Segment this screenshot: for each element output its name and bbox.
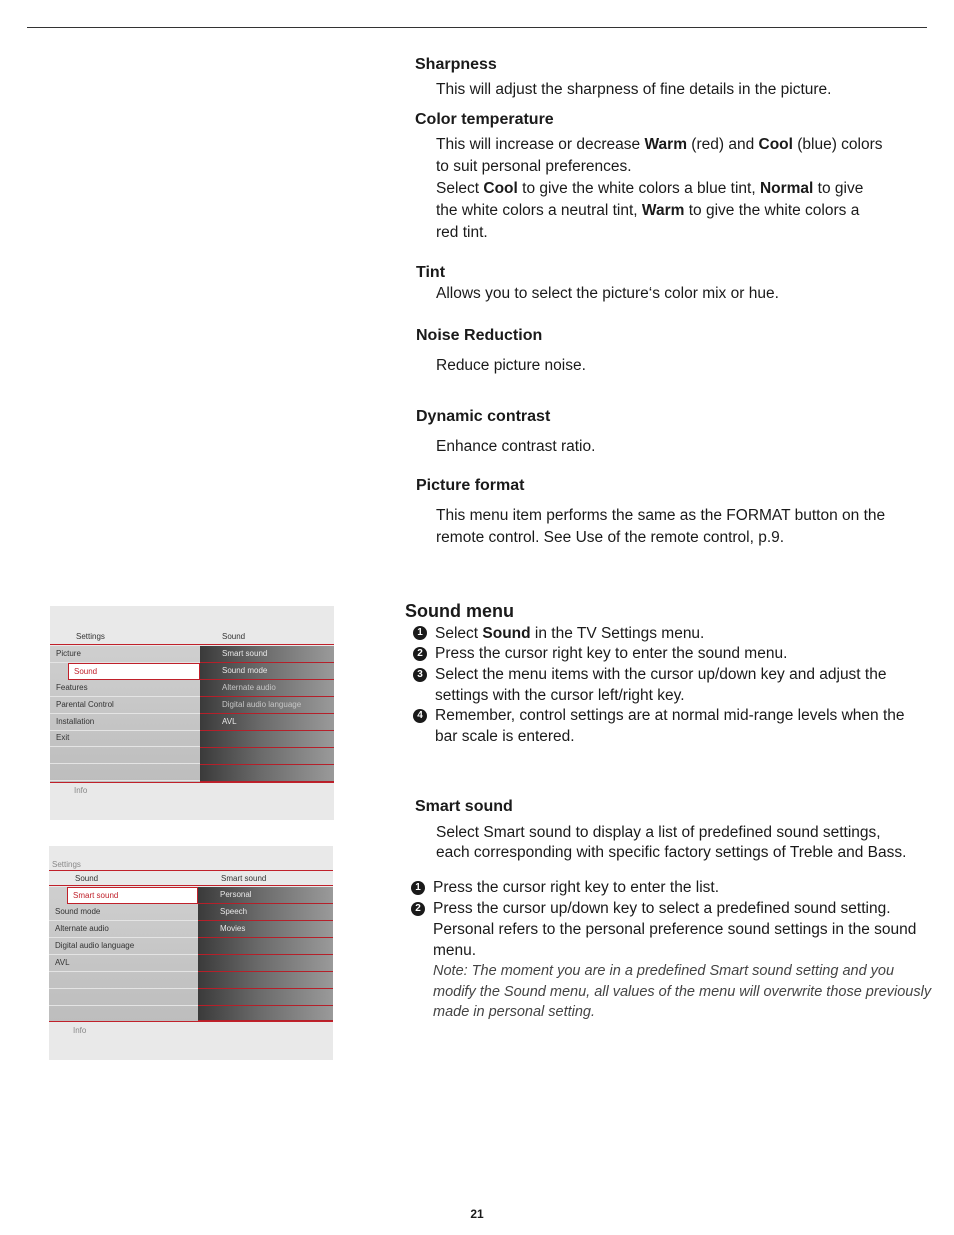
- menu-header-left: Sound: [75, 874, 99, 883]
- sound-menu-heading: Sound menu: [405, 601, 514, 621]
- submenu-empty-row: [200, 765, 334, 782]
- tv-smart-sound-screenshot: [49, 846, 333, 1060]
- tint-heading: Tint: [416, 264, 446, 281]
- smart-sound-note: Note: The moment you are in a predefined Smart sound setting and you modify the Sound menu, all values of the menu will overwrite those previously made in personal setting.: [433, 963, 932, 1020]
- step-number-badge: 3: [413, 668, 427, 682]
- picture-format-text: This menu item performs the same as the FORMAT button on the remote control. See Use of the remote control, p.9.: [436, 507, 886, 546]
- info-label: Info: [74, 786, 88, 795]
- submenu-empty-row: [198, 972, 333, 989]
- color-temperature-text: This will increase or decrease Warm (red) and Cool (blue) colors to suit personal preferences. Select Cool to give the white colors a blue tint, Normal to give the white colors a neutral tint, Warm to give the white colors a red tint.: [436, 136, 883, 241]
- menu-right-pane: [198, 887, 333, 1021]
- submenu-item: Personal: [198, 887, 333, 904]
- header-divider: [50, 644, 334, 645]
- menu-item-selected: Sound: [68, 663, 200, 680]
- menu-empty-row: [49, 989, 198, 1006]
- header-divider-top: [49, 870, 333, 871]
- sharpness-heading: Sharpness: [415, 56, 497, 73]
- menu-empty-row: [50, 764, 200, 781]
- footer-divider: [49, 1021, 333, 1022]
- color-temperature-heading: Color temperature: [415, 111, 554, 128]
- menu-empty-row: [50, 747, 200, 764]
- sound-step-3: Select the menu items with the cursor up/down key and adjust the settings with the cursor left/right key.: [435, 666, 887, 704]
- header-divider: [49, 885, 333, 886]
- noise-reduction-text: Reduce picture noise.: [436, 357, 586, 374]
- submenu-item: Alternate audio: [200, 680, 334, 697]
- submenu-item: Sound mode: [200, 663, 334, 680]
- menu-right-pane: [200, 646, 334, 782]
- menu-left-pane: [50, 646, 200, 782]
- footer-divider: [50, 782, 334, 783]
- info-label: Info: [73, 1026, 87, 1035]
- noise-reduction-heading: Noise Reduction: [416, 327, 543, 344]
- sound-step-1: Select Sound in the TV Settings menu.: [435, 625, 705, 642]
- menu-item: Exit: [50, 730, 200, 747]
- step-number-badge: 2: [411, 902, 425, 916]
- smart-sound-step-2: Press the cursor up/down key to select a predefined sound setting. Personal refers to the personal preference sound settings in the sound menu. Note: The moment you are in a predefined Smart sound setting and you modify the Sound menu, all values of the menu will overwrite those previously made in personal setting.: [433, 898, 931, 1023]
- menu-item: AVL: [49, 955, 198, 972]
- step-number-badge: 4: [413, 709, 427, 723]
- submenu-empty-row: [198, 938, 333, 955]
- menu-item: Parental Control: [50, 697, 200, 714]
- smart-sound-text: Select Smart sound to display a list of predefined sound settings, each corresponding with specific factory settings of Treble and Bass.: [436, 824, 907, 861]
- submenu-empty-row: [198, 1004, 333, 1021]
- picture-format-heading: Picture format: [416, 477, 525, 494]
- submenu-item: AVL: [200, 714, 334, 731]
- menu-item-selected: Smart sound: [67, 887, 198, 904]
- submenu-empty-row: [198, 955, 333, 972]
- top-rule: [27, 27, 927, 28]
- submenu-item: Digital audio language: [200, 697, 334, 714]
- menu-item: Digital audio language: [49, 938, 198, 955]
- menu-item: Picture: [50, 646, 200, 663]
- dynamic-contrast-text: Enhance contrast ratio.: [436, 438, 596, 455]
- step-number-badge: 1: [411, 881, 425, 895]
- submenu-empty-row: [200, 731, 334, 748]
- step-number-badge: 2: [413, 647, 427, 661]
- menu-header-left: Settings: [76, 632, 105, 641]
- menu-item: Sound mode: [49, 904, 198, 921]
- submenu-item: Movies: [198, 921, 333, 938]
- sharpness-text: This will adjust the sharpness of fine details in the picture.: [436, 81, 832, 98]
- smart-sound-heading: Smart sound: [415, 798, 513, 815]
- tv-sound-menu-screenshot: [50, 606, 334, 820]
- menu-left-pane: [49, 887, 198, 1021]
- menu-empty-row: [49, 972, 198, 989]
- tint-text: Allows you to select the picture‘s color mix or hue.: [436, 285, 779, 302]
- sound-step-4: Remember, control settings are at normal mid-range levels when the bar scale is entered.: [435, 707, 905, 745]
- submenu-item: Smart sound: [200, 646, 334, 663]
- submenu-empty-row: [200, 748, 334, 765]
- step-number-badge: 1: [413, 626, 427, 640]
- settings-label: Settings: [52, 860, 81, 869]
- smart-sound-step-1: Press the cursor right key to enter the list.: [433, 879, 720, 896]
- menu-empty-row: [49, 1005, 198, 1022]
- menu-header-right: Sound: [222, 632, 246, 641]
- sound-step-2: Press the cursor right key to enter the sound menu.: [435, 645, 788, 662]
- page-number: 21: [470, 1207, 484, 1221]
- menu-item: Alternate audio: [49, 921, 198, 938]
- submenu-item: Speech: [198, 904, 333, 921]
- menu-header-right: Smart sound: [221, 874, 267, 883]
- menu-item: Features: [50, 680, 200, 697]
- dynamic-contrast-heading: Dynamic contrast: [416, 408, 551, 425]
- menu-item: Installation: [50, 714, 200, 731]
